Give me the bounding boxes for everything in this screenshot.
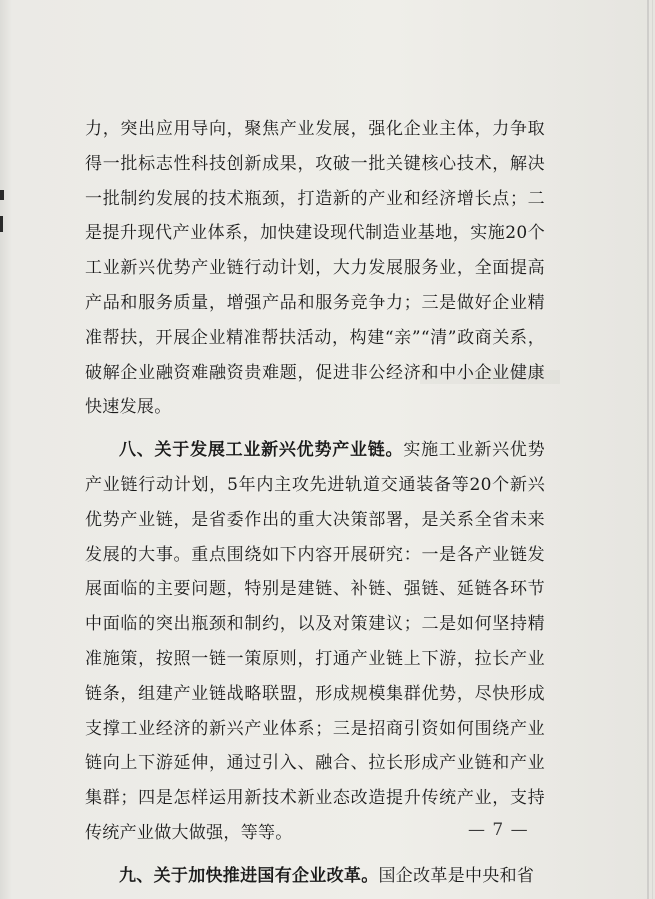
paragraph-text: 力，突出应用导向，聚焦产业发展，强化企业主体，力争取得一批标志性科技创新成果，攻破一批关键核心技术，解决一批制约发展的技术瓶颈，打造新的产业和经济增长点；二是提升现代产业体系，加快建设现代制造业基地，实施20个工业新兴优势产业链行动计划，大力发展服务业，全面提高产品和服务质量，增强产品和服务竞争力；三是做好企业精准帮扶，开展企业精准帮扶活动，构建“亲”“清”政商关系，破解企业融资难融资贵难题，促进非公经济和中小企业健康快速发展。 [85, 119, 545, 418]
page-number: — 7 — [468, 820, 529, 840]
paragraph-heading: 九、关于加快推进国有企业改革。 [119, 865, 379, 886]
page-edge-shadow [647, 0, 649, 899]
paragraph-text: 国企改革是中央和省 [378, 865, 535, 886]
document-body [85, 112, 545, 894]
paragraph-text: 实施工业新兴优势产业链行动计划，5年内主攻先进轨道交通装备等20个新兴优势产业链，是省委作出的重大决策部署，是关系全省未来发展的大事。重点围绕如下内容开展研究：一是各产业链发展面临的主要问题，特别是建链、补链、强链、延链各环节中面临的突出瓶颈和制约，以及对策建议；二是如何坚持精准施策，按照一链一策原则，打通产业链上下游，拉长产业链条，组建产业链战略联盟，形成规模集群优势，尽快形成支撑工业经济的新兴产业体系；三是招商引资如何围绕产业链向上下游延伸，通过引入、融合、拉长形成产业链和产业集群；四是怎样运用新技术新业态改造提升传统产业，支持传统产业做大做强，等等。 [85, 440, 545, 843]
paragraph-heading: 八、关于发展工业新兴优势产业链。 [119, 440, 404, 461]
binding-mark-bottom [0, 216, 3, 232]
paragraph-continuation [85, 112, 545, 425]
page-edge-shadow-outer [652, 0, 653, 899]
paragraph-soe-reform [85, 859, 545, 894]
paragraph-industrial-chains [85, 433, 545, 851]
binding-mark-top [0, 190, 4, 200]
